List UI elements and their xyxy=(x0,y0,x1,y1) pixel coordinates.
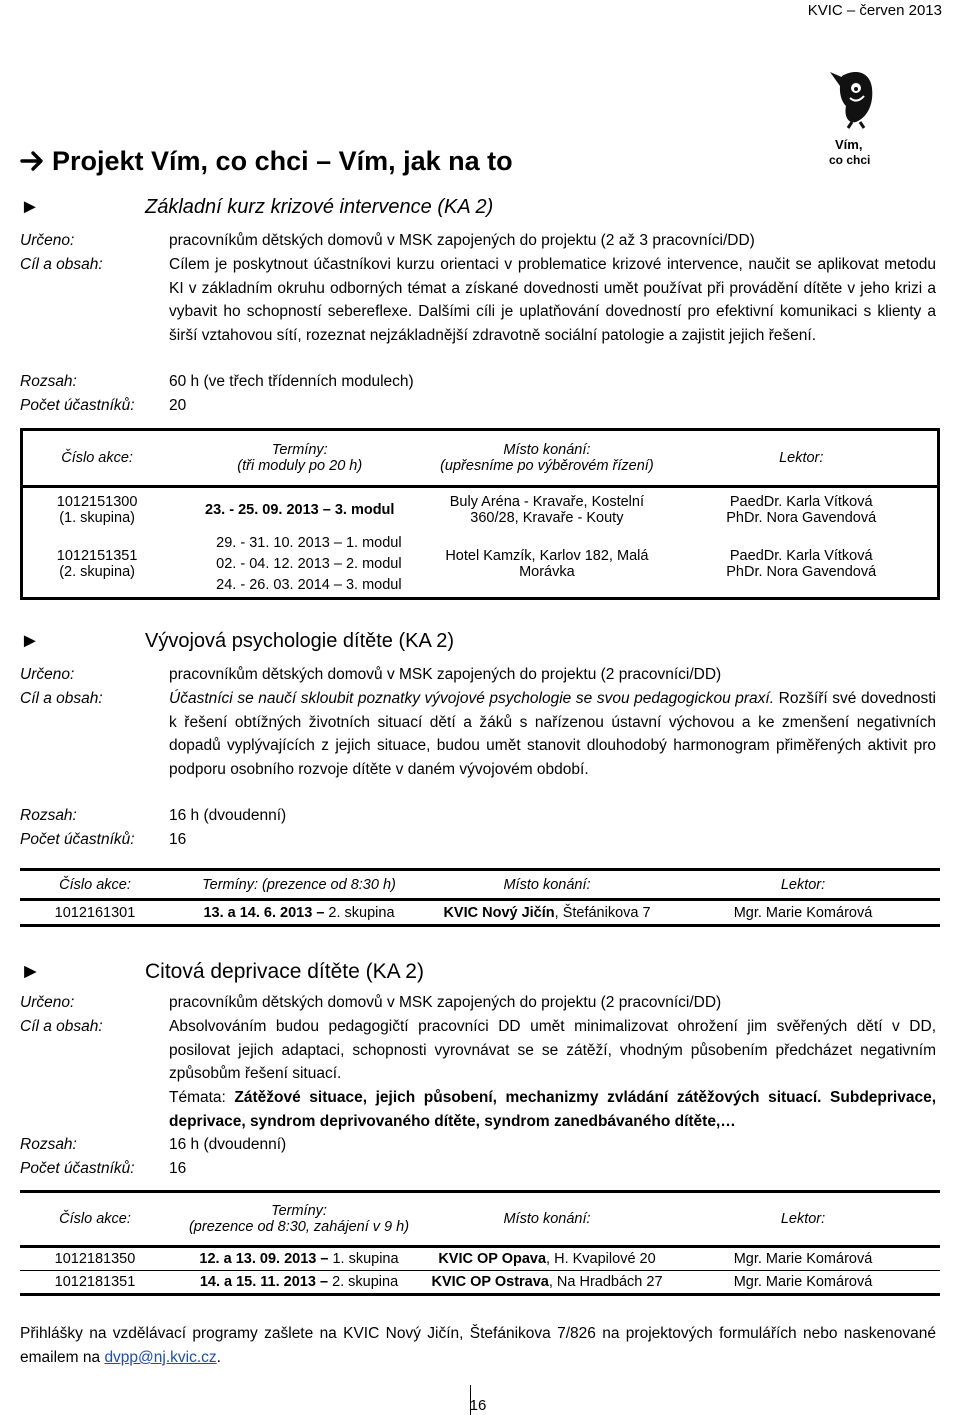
col-cislo: Číslo akce: xyxy=(59,1211,131,1227)
col-terminy: Termíny: (tři moduly po 20 h) xyxy=(237,442,363,474)
course3-cil: Cíl a obsah: Absolvováním budou pedagogičtí pracovníci DD umět minimalizovat ohrožení jim svěřených dětí v DD, posilovat jejich adaptaci, schopnosti vyrovnávat se se zátěží, vhodným působením předcházet negativním způsobům řešení situací. xyxy=(20,1018,936,1083)
course3-rozsah: Rozsah: 16 h (dvoudenní) xyxy=(20,1136,287,1153)
course1-title: ► Základní kurz krizové intervence (KA 2) xyxy=(20,196,494,218)
col-terminy: Termíny: (prezence od 8:30, zahájení v 9 h) xyxy=(188,1203,410,1235)
course1-pocet: Počet účastníků: 20 xyxy=(20,397,187,414)
col-cislo: Číslo akce: xyxy=(61,450,133,466)
course3-temata: Témata: Zátěžové situace, jejich působení, mechanizmy zvládání zátěžových situací. Subdeprivace, deprivace, syndrom deprivovaného dítěte, syndrom zanedbávaného dítěte,… xyxy=(169,1089,936,1130)
footer-note: Přihlášky na vzdělávací programy zašlete na KVIC Nový Jičín, Štefánikova 7/826 na projektových formulářích nebo naskenované emailem na dvpp@nj.kvic.cz. xyxy=(20,1325,936,1366)
col-lektor: Lektor: xyxy=(780,1211,826,1227)
course1-table xyxy=(20,428,940,600)
course3-title: ► Citová deprivace dítěte (KA 2) xyxy=(20,960,424,983)
triangle-bullet-icon: ► xyxy=(20,630,40,652)
running-header: KVIC – červen 2013 xyxy=(807,2,942,19)
course1-urceno: Určeno: pracovníkům dětských domovů v MSK zapojených do projektu (2 až 3 pracovníci/DD) xyxy=(20,232,755,249)
table-row: 1012181351 14. a 15. 11. 2013 – 2. skupina KVIC OP Ostrava, Na Hradbách 27 Mgr. Marie Komárová xyxy=(20,1271,940,1295)
page-number: 16 xyxy=(469,1397,487,1414)
vim-co-chci-logo xyxy=(826,66,886,176)
course2-rozsah: Rozsah: 16 h (dvoudenní) xyxy=(20,807,287,824)
table-row: 1012151351 (2. skupina) 29. - 31. 10. 2013 – 1. modul 02. - 04. 12. 2013 – 2. modul 24. - 26. 03. 2014 – 3. modul Hotel Kamzík, Karlov 182, Malá Morávka PaedDr. Karla Vítková PhDr. Nora Gavendová xyxy=(56,534,877,593)
course2-title: ► Vývojová psychologie dítěte (KA 2) xyxy=(20,630,455,652)
course1-rozsah: Rozsah: 60 h (ve třech třídenních modulech) xyxy=(20,373,414,390)
col-lektor: Lektor: xyxy=(780,876,826,893)
course3-table xyxy=(20,1190,940,1296)
course2-urceno: Určeno: pracovníkům dětských domovů v MSK zapojených do projektu (2 pracovníci/DD) xyxy=(20,666,722,683)
col-terminy: Termíny: (prezence od 8:30 h) xyxy=(202,876,396,893)
course3-urceno: Určeno: pracovníkům dětských domovů v MSK zapojených do projektu (2 pracovníci/DD) xyxy=(20,994,722,1011)
col-misto: Místo konání: xyxy=(503,1211,591,1227)
svg-text:co chci: co chci xyxy=(829,153,871,167)
svg-text:Vím,: Vím, xyxy=(835,137,863,152)
course3-pocet: Počet účastníků: 16 xyxy=(20,1160,187,1177)
table-row: 1012181350 12. a 13. 09. 2013 – 1. skupina KVIC OP Opava, H. Kvapilové 20 Mgr. Marie Komárová xyxy=(20,1247,940,1271)
course2-table xyxy=(20,868,940,927)
triangle-bullet-icon: ► xyxy=(20,196,40,218)
col-misto: Místo konání: (upřesníme po výběrovém řízení) xyxy=(440,442,654,474)
col-misto: Místo konání: xyxy=(503,876,591,893)
course2-cil: Cíl a obsah: Účastníci se naučí skloubit poznatky vývojové psychologie se svou pedagogickou praxí. Rozšíří své dovednosti k řešení obtížných životních situací dětí a žáků s nařízenou ústavní výchovou a ke zmenšení negativních dopadů vyplývajících z jejich situace, budou umět stanovit dlouhodobý harmonogram přiměřených aktivit pro podporu osobního rozvoje dítěte v daném vývojovém období. xyxy=(20,690,936,778)
triangle-bullet-icon: ► xyxy=(20,960,41,983)
course1-cil: Cíl a obsah: Cílem je poskytnout účastníkovi kurzu orientaci v problematice krizové intervence, naučit se aplikovat metodu KI v základním okruhu odborných témat a získané dovednosti umět používat při provádění dítěte v jeho krizi a vybavit ho schopností sebereflexe. Dalšími cíli je uplatňování dovedností pro efektivní komunikaci s klienty a širší vztahovou sítí, rozeznat nejzákladnější zdravotně sociální patologie a zajistit jejich řešení. xyxy=(20,256,936,344)
page-title: Projekt Vím, co chci – Vím, jak na to xyxy=(20,146,513,177)
arrow-right-circle-icon xyxy=(20,146,46,177)
table-row: 1012161301 13. a 14. 6. 2013 – 2. skupina KVIC Nový Jičín, Štefánikova 7 Mgr. Marie Komárová xyxy=(20,900,940,926)
col-cislo: Číslo akce: xyxy=(59,876,131,893)
email-link[interactable]: dvpp@nj.kvic.cz xyxy=(104,1349,217,1366)
col-lektor: Lektor: xyxy=(779,450,824,466)
table-row: 1012151300 (1. skupina) 23. - 25. 09. 2013 – 3. modul Buly Aréna - Kravaře, Kostelní 360/28, Kravaře - Kouty PaedDr. Karla Vítková PhDr. Nora Gavendová xyxy=(56,493,877,526)
course2-pocet: Počet účastníků: 16 xyxy=(20,831,187,848)
